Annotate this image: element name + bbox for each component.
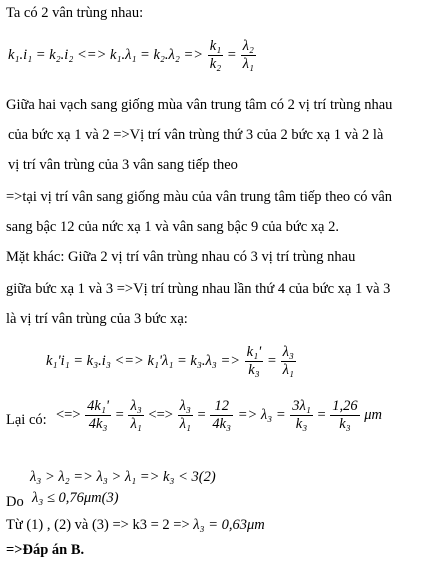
equation-3 [56, 398, 382, 433]
fraction-k1-k2 [208, 38, 223, 73]
fraction-126-k3 [330, 398, 359, 433]
fraction-numerator: λ₃ [179, 398, 191, 414]
equals-sign: = [115, 406, 124, 423]
unit-micrometer: μm [364, 406, 383, 423]
equivalence-sign: <=> [56, 406, 81, 423]
equation-2 [46, 344, 297, 379]
conclusion-line [6, 516, 265, 534]
inequality-2: λ₃ > λ₂ => λ₃ > λ₁ => k₃ < 3(2) [30, 469, 216, 485]
equals-sign: = [317, 406, 326, 423]
paragraph-line: Mặt khác: Giữa 2 vị trí vân trùng nhau có 3 vị trí trùng nhau [6, 249, 356, 265]
fraction-l2-l1 [241, 38, 256, 73]
fraction-denominator: k₂ [209, 56, 222, 72]
intro-line: Ta có 2 vân trùng nhau: [6, 5, 144, 21]
paragraph-line: sang bậc 12 của nức xạ 1 và vân sang bậc 9 của bức xạ 2. [6, 219, 339, 235]
equals-sign: = [227, 46, 236, 63]
fraction-4k1p-4k3 [85, 398, 111, 433]
paragraph-line: Giữa hai vạch sang giống mùa vân trung tâm có 2 vị trí trùng nhau [6, 97, 393, 113]
lai-co-label: Lại có: [6, 412, 47, 428]
fraction-denominator: λ₁ [179, 416, 191, 432]
fraction-l3-l1 [128, 398, 143, 433]
fraction-numerator: k₁' [246, 344, 262, 360]
fraction-denominator: λ₁ [130, 416, 142, 432]
fraction-numerator: 12 [210, 398, 233, 416]
answer-text: =>Đáp án B. [6, 542, 85, 558]
conclusion-text: Từ (1) , (2) và (3) => k3 = 2 => [6, 517, 190, 533]
paragraph-line: của bức xạ 1 và 2 =>Vị trí vân trùng thứ 3 của 2 bức xạ 1 và 2 là [8, 127, 384, 143]
fraction-numerator: 4k₁' [87, 398, 109, 414]
fraction-denominator: k₃ [248, 362, 260, 378]
equation-2-lhs: k₁'i₁ = k₃.i₃ <=> k₁'λ₁ = k₃.λ₃ => [46, 352, 241, 369]
answer-line [6, 541, 84, 559]
fraction-l3-l1 [281, 344, 296, 379]
fraction-denominator: k₃ [295, 416, 308, 432]
fraction-numerator: 1,26 [332, 398, 358, 414]
fraction-denominator: 4k₃ [212, 416, 232, 432]
equation-1-lhs: k₁.i₁ = k₂.i₂ <=> k₁.λ₁ = k₂.λ₂ => [8, 46, 204, 63]
fraction-denominator: λ₁ [282, 362, 294, 378]
fraction-denominator: λ₁ [242, 56, 254, 72]
fraction-l3-l1 [178, 398, 193, 433]
paragraph-line: giữa bức xạ 1 và 3 =>Vị trí trùng nhau lần thứ 4 của bức xạ 1 và 3 [6, 281, 391, 297]
inequality-3: λ₃ ≤ 0,76μm(3) [32, 490, 119, 506]
fraction-12-4k3 [210, 398, 233, 433]
fraction-k1p-k3 [245, 344, 264, 379]
paragraph-line: vị trí vân trùng của 3 vân sang tiếp theo [8, 157, 238, 173]
fraction-numerator: k₁ [209, 38, 222, 54]
fraction-denominator: k₃ [339, 416, 351, 432]
paragraph-line: là vị trí vân trùng của 3 bức xạ: [6, 311, 188, 327]
implies-lambda3: => λ₃ = [237, 406, 286, 423]
equals-sign: = [267, 352, 277, 369]
paragraph-line: =>tại vị trí vân sang giống màu của vân trung tâm tiếp theo có vân [6, 189, 393, 205]
equals-sign: = [197, 406, 206, 423]
do-label: Do [6, 494, 24, 510]
equivalence-sign: <=> [148, 406, 173, 423]
fraction-numerator: λ₃ [130, 398, 142, 414]
fraction-denominator: 4k₃ [88, 416, 108, 432]
fraction-numerator: λ₃ [282, 344, 294, 360]
fraction-3l1-k3 [290, 398, 313, 433]
lambda3-result: λ₃ = 0,63μm [193, 517, 265, 533]
fraction-numerator: 3λ₁ [292, 398, 311, 414]
equation-1 [8, 38, 257, 73]
fraction-numerator: λ₂ [242, 38, 254, 54]
